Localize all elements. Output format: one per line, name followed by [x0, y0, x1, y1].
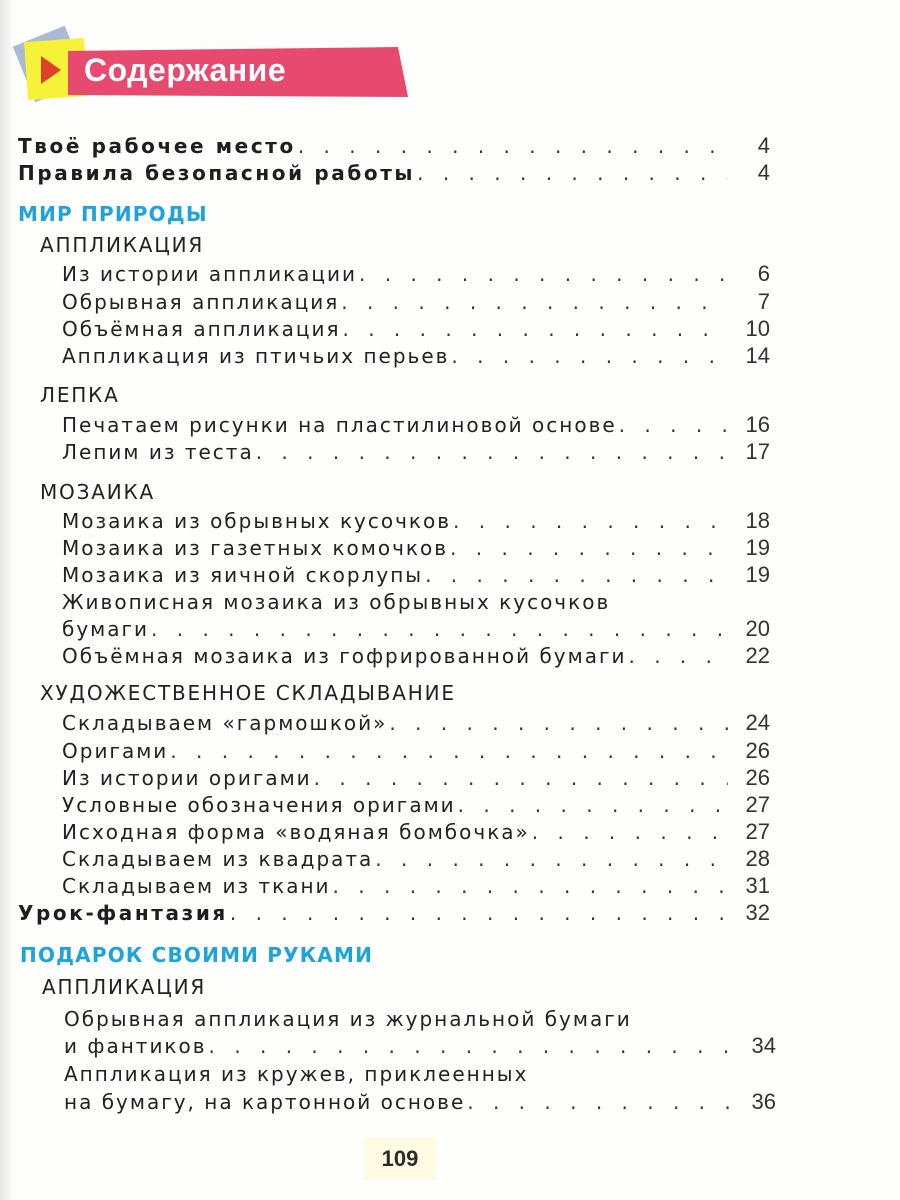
- leader-dots: [532, 817, 728, 847]
- toc-entry-page: 14: [745, 343, 770, 368]
- toc-entry[interactable]: [62, 259, 770, 289]
- toc-entry-page: 27: [745, 792, 770, 817]
- toc-entry[interactable]: [18, 131, 770, 161]
- section-heading: ЛЕПКА: [40, 383, 120, 407]
- contents-header: [0, 0, 900, 120]
- toc-entry-label-line1[interactable]: Обрывная аппликация из журнальной бумаги: [64, 1007, 632, 1031]
- toc-entry-page: 36: [751, 1089, 776, 1114]
- toc-entry-label: Оригами: [62, 739, 169, 763]
- toc-entry-label: Мозаика из яичной скорлупы: [62, 563, 424, 587]
- toc-entry-page: 19: [745, 535, 770, 560]
- leader-dots: [151, 614, 728, 644]
- toc-entry[interactable]: [64, 1031, 776, 1061]
- leader-dots: [425, 560, 728, 590]
- toc-entry[interactable]: [62, 790, 770, 820]
- leader-dots: [451, 341, 728, 371]
- leader-dots: [467, 1087, 734, 1117]
- leader-dots: [341, 287, 728, 317]
- toc-entry-page: 7: [757, 289, 770, 314]
- section-heading: АППЛИКАЦИЯ: [40, 233, 205, 257]
- section-heading: МОЗАИКА: [40, 480, 155, 504]
- toc-entry-label: Складываем из ткани: [62, 874, 331, 898]
- toc-entry[interactable]: [62, 763, 770, 793]
- part-heading[interactable]: ПОДАРОК СВОИМИ РУКАМИ: [20, 943, 374, 967]
- toc-entry-page: 27: [745, 819, 770, 844]
- toc-entry-label-line1[interactable]: Аппликация из кружев, приклеенных: [64, 1062, 529, 1086]
- leader-dots: [209, 1031, 734, 1061]
- leader-dots: [359, 259, 728, 289]
- toc-entry-page: 16: [745, 412, 770, 437]
- leader-dots: [458, 790, 728, 820]
- leader-dots: [170, 736, 728, 766]
- toc-entry-page: 4: [757, 160, 770, 185]
- toc-entry-page: 20: [745, 616, 770, 641]
- toc-entry-page: 26: [745, 765, 770, 790]
- toc-entry-label: Объёмная мозаика из гофрированной бумаги: [62, 644, 627, 668]
- toc-entry-page: 18: [745, 508, 770, 533]
- toc-entry[interactable]: [62, 314, 770, 344]
- toc-entry-label: Условные обозначения оригами: [62, 793, 456, 817]
- toc-entry-page: 6: [757, 261, 770, 286]
- toc-entry-label: Твоё рабочее место: [18, 134, 296, 158]
- toc-entry-page: 31: [745, 873, 770, 898]
- toc-entry-label: Урок-фантазия: [18, 901, 228, 925]
- leader-dots: [314, 763, 728, 793]
- toc-entry[interactable]: [18, 898, 770, 928]
- section-heading: ХУДОЖЕСТВЕННОЕ СКЛАДЫВАНИЕ: [40, 681, 456, 705]
- play-arrow-icon: [41, 56, 61, 84]
- toc-entry[interactable]: [62, 410, 770, 440]
- page-number: 109: [364, 1138, 436, 1180]
- toc-entry-label: и фантиков: [64, 1034, 207, 1058]
- toc-entry[interactable]: [62, 506, 770, 536]
- toc-entry[interactable]: [62, 560, 770, 590]
- toc-entry-label: Правила безопасной работы: [18, 161, 416, 185]
- toc-entry-label: Объёмная аппликация: [62, 317, 341, 341]
- toc-entry-label: Обрывная аппликация: [62, 290, 340, 314]
- leader-dots: [619, 410, 728, 440]
- toc-entry[interactable]: [62, 437, 770, 467]
- toc-entry-label: Мозаика из обрывных кусочков: [62, 509, 452, 533]
- toc-entry-label: Исходная форма «водяная бомбочка»: [62, 820, 530, 844]
- leader-dots: [417, 158, 728, 188]
- toc-entry-page: 34: [751, 1033, 776, 1058]
- toc-entry-label-line1[interactable]: Живописная мозаика из обрывных кусочков: [62, 590, 611, 614]
- leader-dots: [298, 131, 728, 161]
- toc-entry-label: Из истории аппликации: [62, 262, 358, 286]
- leader-dots: [629, 641, 729, 671]
- leader-dots: [333, 871, 728, 901]
- toc-entry[interactable]: [64, 1087, 776, 1117]
- page-edge-shadow: [0, 0, 14, 1200]
- leader-dots: [450, 533, 728, 563]
- page-title: Содержание: [84, 52, 287, 88]
- toc-entry-label: Мозаика из газетных комочков: [62, 536, 449, 560]
- leader-dots: [256, 437, 728, 467]
- toc-entry-label: Складываем «гармошкой»: [62, 711, 388, 735]
- toc-entry-label: Аппликация из птичьих перьев: [62, 344, 450, 368]
- toc-entry-page: 19: [745, 562, 770, 587]
- toc-entry[interactable]: [62, 287, 770, 317]
- leader-dots: [375, 844, 728, 874]
- toc-entry-label: Складываем из квадрата: [62, 847, 374, 871]
- toc-entry-page: 26: [745, 738, 770, 763]
- toc-entry[interactable]: [62, 533, 770, 563]
- leader-dots: [453, 506, 728, 536]
- toc-entry-page: 10: [745, 316, 770, 341]
- section-heading: АППЛИКАЦИЯ: [42, 975, 207, 999]
- toc-entry[interactable]: [62, 736, 770, 766]
- leader-dots: [230, 898, 728, 928]
- toc-entry[interactable]: [62, 614, 770, 644]
- toc-entry-page: 32: [745, 900, 770, 925]
- toc-entry-page: 4: [757, 133, 770, 158]
- toc-entry[interactable]: [62, 341, 770, 371]
- toc-entry[interactable]: [18, 158, 770, 188]
- toc-entry-label: Печатаем рисунки на пластилиновой основе: [62, 413, 617, 437]
- toc-entry[interactable]: [62, 708, 770, 738]
- toc-entry-label: Лепим из теста: [62, 440, 254, 464]
- toc-entry-page: 28: [745, 846, 770, 871]
- toc-entry-page: 24: [745, 710, 770, 735]
- leader-dots: [389, 708, 728, 738]
- toc-entry-label: Из истории оригами: [62, 766, 312, 790]
- toc-entry[interactable]: [62, 844, 770, 874]
- toc-entry[interactable]: [62, 817, 770, 847]
- toc-entry-page: 17: [745, 439, 770, 464]
- toc-entry-label: на бумагу, на картонной основе: [64, 1090, 466, 1114]
- toc-entry-page: 22: [745, 643, 770, 668]
- toc-entry[interactable]: [62, 871, 770, 901]
- part-heading[interactable]: МИР ПРИРОДЫ: [18, 202, 208, 226]
- leader-dots: [343, 314, 729, 344]
- toc-entry[interactable]: [62, 641, 770, 671]
- toc-entry-label: бумаги: [62, 617, 150, 641]
